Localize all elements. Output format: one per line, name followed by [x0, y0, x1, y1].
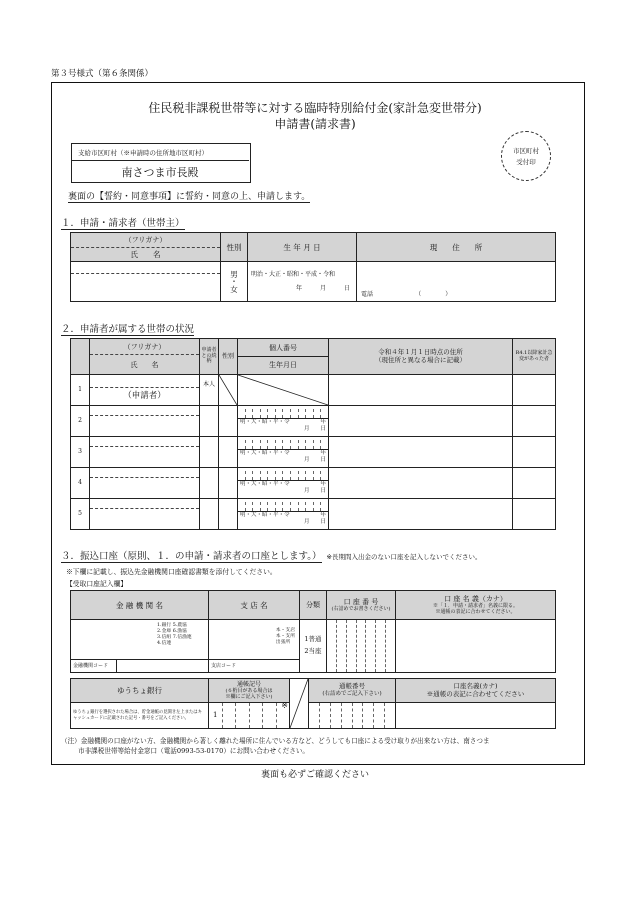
municipality-label: 支給市区町村（※申請時の住所地市区町村） [78, 149, 208, 157]
s2-row2-address[interactable] [329, 406, 513, 437]
yucho-holder-header: 口座名義(カナ) [453, 681, 498, 690]
passbook-subheader: (右詰めでご記入下さい) [322, 691, 382, 698]
s1-name-input[interactable] [71, 262, 221, 302]
s2-row1-address[interactable] [329, 375, 513, 406]
household-row: 1 （申請者） 本人 [71, 375, 556, 406]
s1-address-header: 現 住 所 [357, 233, 556, 262]
s2-birth-header: 生年月日 [269, 360, 297, 369]
branch-input[interactable]: 本・支店 本・支所 出張所 支店コード [209, 620, 300, 673]
account-no-subheader: (右詰めでお書きください) [331, 606, 391, 613]
row1-slash [219, 375, 237, 405]
form-number: 第３号様式（第６条関係） [51, 69, 154, 79]
household-row: 4 明・大・昭・平・令 年 月 日 [71, 468, 556, 499]
s1-furigana-header: （フリガナ） [71, 236, 220, 248]
s2-address-subheader: （現住所と異なる場合に記載） [375, 355, 466, 364]
bank-table [70, 590, 556, 673]
s2-row5-name[interactable] [90, 499, 200, 530]
s2-mynumber-header: 個人番号 [238, 344, 328, 357]
yucho-table [70, 678, 556, 729]
receive-label: 【受取口座記入欄】 [66, 580, 128, 588]
row1-disabled-slash [238, 375, 328, 405]
s2-row4-relation[interactable] [200, 468, 219, 499]
yucho-holder-subheader: ※通帳の表記に合わせてください [426, 689, 525, 698]
bank-code-label: 金融機関コード [73, 663, 109, 669]
holder-sub2: ※通帳の表記に合わせてください。 [435, 609, 516, 616]
bank-name-input[interactable]: 1.銀行 5.農協 2.金庫 6.漁協 3.信組 7.信漁連 4.信連 金融機関コード [71, 620, 209, 673]
passbook-header: 通帳番号 [339, 682, 365, 691]
account-holder-input[interactable] [396, 620, 556, 673]
section3-heading: ３．振込口座（原則、１．の申請・請求者の口座とします。） [61, 551, 322, 562]
passbook-input[interactable] [309, 703, 396, 729]
s2-row5-relation[interactable] [200, 499, 219, 530]
s2-row1-relation: 本人 [200, 375, 219, 406]
footnote-line1: （注）金融機関の口座がない方、金融機関から著しく離れた場所に住んでいる方など、どうしても口座による受け取りが出来ない方は、南さつま [61, 737, 490, 745]
s2-row3-name[interactable] [90, 437, 200, 468]
s2-row1-name[interactable] [90, 375, 200, 406]
s2-relation-header: 申請者との続柄 [200, 339, 219, 375]
s1-gender-header: 性別 [221, 233, 248, 262]
s2-row2-relation[interactable] [200, 406, 219, 437]
s2-row3-address[interactable] [329, 437, 513, 468]
household-table [70, 338, 556, 530]
s2-row3-mynumber-birth[interactable]: 明・大・昭・平・令 年 月 日 [238, 437, 329, 468]
section1-heading: １．申請・請求者（世帯主） [61, 215, 185, 230]
s2-row4-gender[interactable] [219, 468, 238, 499]
s2-row4-mynumber-birth[interactable]: 明・大・昭・平・令 年 月 日 [238, 468, 329, 499]
s2-row5-mynumber-birth[interactable]: 明・大・昭・平・令 年 月 日 [238, 499, 329, 530]
symbol-sub2: ※欄にご記入下さい) [225, 694, 273, 701]
s2-row5-kyuhen[interactable] [513, 499, 556, 530]
s2-row2-name[interactable] [90, 406, 200, 437]
form-title: 住民税非課税世帯等に対する臨時特別給付金(家計急変世帯分) [148, 101, 482, 115]
asterisk-mark: ※ [281, 701, 288, 710]
footnote-line2: 市非課税世帯等給付金窓口（電話0993-53-0170）にお問い合わせください。 [78, 747, 310, 755]
s1-birth-input[interactable]: 明治・大正・昭和・平成・令和 年 月 日 [248, 262, 357, 302]
branch-header: 支 店 名 [209, 591, 300, 620]
symbol-header: 通帳記号 [236, 680, 261, 688]
s2-name-header: 氏 名 [130, 361, 159, 370]
s2-gender-header: 性別 [219, 339, 238, 375]
holder-sub1: ※「１．申請・請求者」名義に限る。 [432, 603, 518, 610]
household-row: 2 明・大・昭・平・令 年 月 日 [71, 406, 556, 437]
bank-name-header: 金 融 機 関 名 [71, 591, 209, 620]
household-row: 5 明・大・昭・平・令 年 月 日 [71, 499, 556, 530]
yucho-header: ゆうちょ銀行 [71, 679, 209, 703]
s1-name-header: 氏 名 [130, 249, 161, 259]
s2-row3-kyuhen[interactable] [513, 437, 556, 468]
applicant-table [70, 232, 556, 302]
type-header: 分類 [300, 591, 327, 620]
s2-kyuhen-header: R4.1以降家計急変があった者 [513, 339, 556, 375]
s2-row3-gender[interactable] [219, 437, 238, 468]
s2-row5-address[interactable] [329, 499, 513, 530]
holder-header: 口 座 名 義（カナ） [444, 594, 507, 603]
consent-text: 裏面の【誓約・同意事項】に誓約・同意の上、申請します。 [68, 189, 310, 203]
household-row: 3 明・大・昭・平・令 年 月 日 [71, 437, 556, 468]
s2-row2-mynumber-birth[interactable]: 明・大・昭・平・令 年 月 日 [238, 406, 329, 437]
yucho-note: ゆうちょ銀行を選択された場合は、貯金通帳の見開き左上またはキャッシュカードに記載された記号・番号をご記入ください。 [71, 703, 209, 729]
account-no-header: 口 座 番 号 [343, 597, 379, 606]
s2-row4-kyuhen[interactable] [513, 468, 556, 499]
form-subtitle: 申請書(請求書) [274, 117, 356, 131]
stamp-label-2: 受付印 [516, 158, 536, 166]
branch-code-label: 支店コード [211, 663, 237, 669]
s2-row2-gender[interactable] [219, 406, 238, 437]
section3-heading-note: ※長期間入出金のない口座を記入しないでください。 [326, 553, 482, 561]
account-number-input[interactable] [327, 620, 396, 673]
symbol-sub1: (６桁目がある場合は [225, 688, 273, 695]
symbol-input[interactable]: 1 ※ [209, 703, 290, 729]
yucho-holder-input[interactable] [396, 703, 556, 729]
s1-gender-input[interactable]: 男 ・ 女 [221, 262, 248, 302]
s2-row2-kyuhen[interactable] [513, 406, 556, 437]
s2-row5-gender[interactable] [219, 499, 238, 530]
s2-address-header: 令和４年１月１日時点の住所 [378, 347, 463, 356]
s2-row4-name[interactable] [90, 468, 200, 499]
s2-row1-kyuhen[interactable] [513, 375, 556, 406]
s2-furigana-header: （フリガナ） [90, 343, 199, 355]
s1-birth-header: 生 年 月 日 [248, 233, 357, 262]
self-label: （申請者） [123, 391, 166, 402]
yucho-slash [290, 679, 308, 728]
account-type-input[interactable]: 1普通 2当座 [300, 620, 327, 673]
s2-row4-address[interactable] [329, 468, 513, 499]
reception-stamp-circle [501, 131, 551, 181]
s2-row3-relation[interactable] [200, 437, 219, 468]
bottom-reminder: 裏面も必ずご確認ください [260, 770, 369, 780]
stamp-label-1: 市区町村 [513, 147, 539, 155]
section2-heading: ２．申請者が属する世帯の状況 [61, 321, 194, 336]
attach-note: ※下欄に記載し、振込先金融機関口座確認書類を添付してください。 [66, 568, 277, 576]
municipality-name[interactable]: 南さつま市長殿 [121, 166, 199, 179]
s1-address-input[interactable]: 電話 （ ） [357, 262, 556, 302]
